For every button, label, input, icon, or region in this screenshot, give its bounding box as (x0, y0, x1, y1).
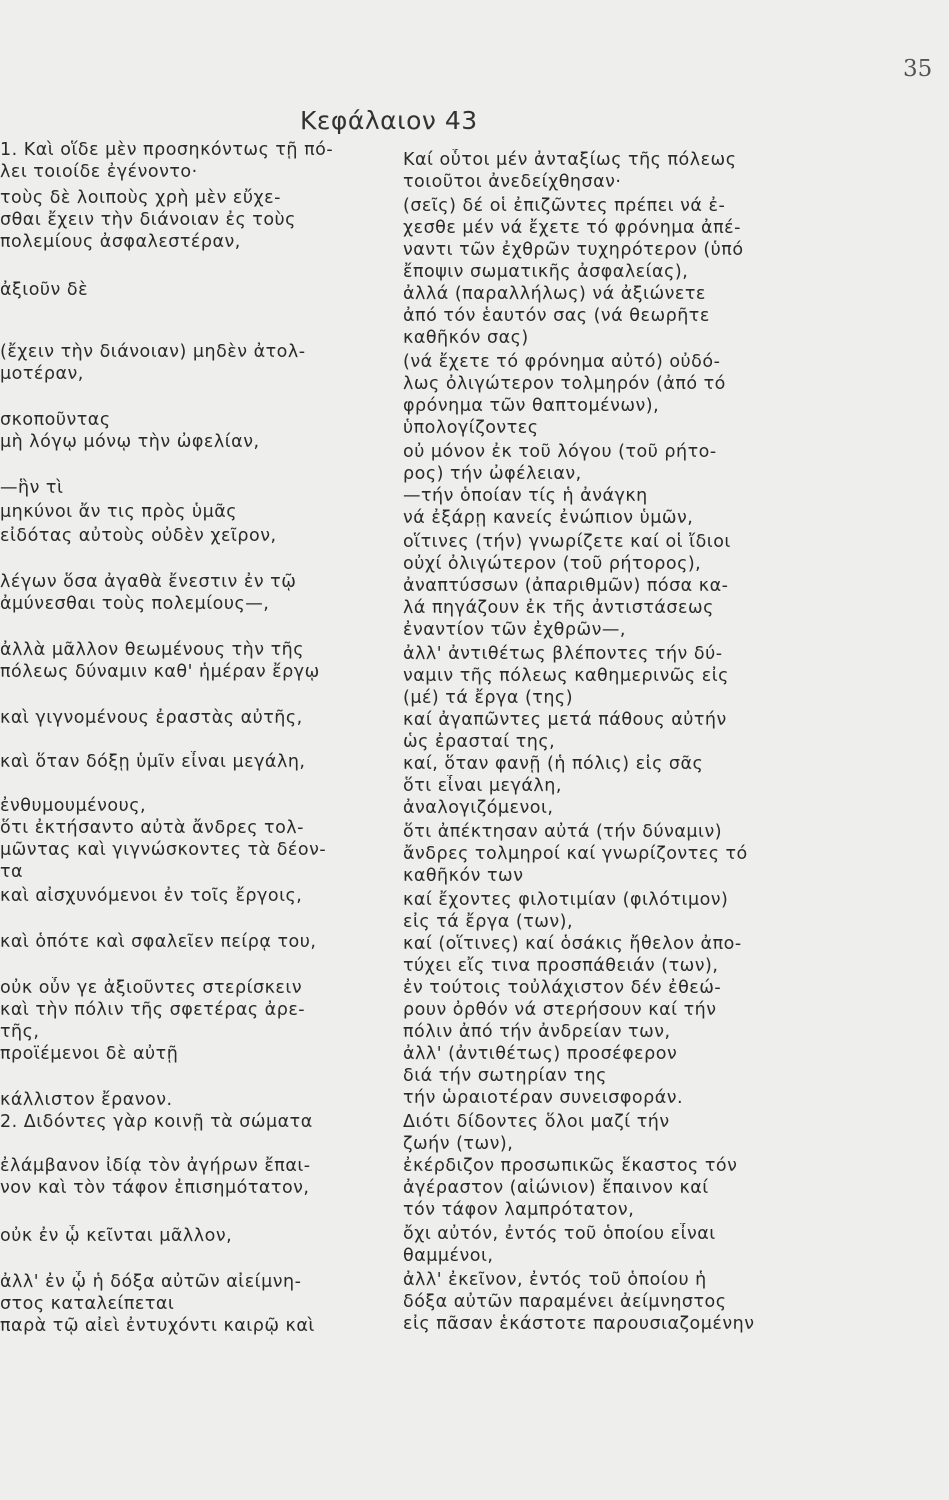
text-line: πόλιν ἀπό τήν ἀνδρείαν των, (403, 1022, 671, 1042)
text-line: ὅτι ἀπέκτησαν αὐτά (τήν δύναμιν) (403, 822, 723, 842)
text-line: ὄχι αὐτόν, ἐντός τοῦ ὁποίου εἶναι (403, 1224, 716, 1244)
text-line: ἐναντίον τῶν ἐχθρῶν—, (403, 620, 626, 640)
text-line: 1. Καὶ οἵδε μὲν προσηκόντως τῇ πό- (0, 140, 334, 160)
text-line: καθῆκόν των (403, 866, 524, 886)
text-line: (σεῖς) δέ οἱ ἐπιζῶντες πρέπει νά ἐ- (403, 196, 726, 216)
text-line: ἔποψιν σωματικῆς ἀσφαλείας), (403, 262, 689, 282)
text-line: ἀξιοῦν δὲ (0, 280, 89, 300)
text-line: ἀλλὰ μᾶλλον θεωμένους τὴν τῆς (0, 640, 304, 660)
text-line: οὐχί ὀλιγώτερον (τοῦ ρήτορος), (403, 554, 702, 574)
text-line: τοὺς δὲ λοιποὺς χρὴ μὲν εὔχε- (0, 188, 281, 208)
text-line: οὐ μόνον ἐκ τοῦ λόγου (τοῦ ρήτο- (403, 442, 717, 462)
text-line: τα (0, 862, 24, 882)
text-line: (νά ἔχετε τό φρόνημα αὐτό) οὐδό- (403, 352, 721, 372)
text-line: —τήν ὁποίαν τίς ἡ ἀνάγκη (403, 486, 648, 506)
text-line: ἀναπτύσσων (ἀπαριθμῶν) πόσα κα- (403, 576, 729, 596)
text-line: οὐκ οὖν γε ἀξιοῦντες στερίσκειν (0, 978, 303, 998)
text-line: καὶ αἰσχυνόμενοι ἐν τοῖς ἔργοις, (0, 886, 303, 906)
text-line: μὴ λόγῳ μόνῳ τὴν ὠφελίαν, (0, 432, 260, 452)
text-line: ὡς ἐρασταί της, (403, 732, 556, 752)
text-line: ρος) τήν ὠφέλειαν, (403, 464, 582, 484)
text-line: ὅτι εἶναι μεγάλη, (403, 776, 562, 796)
text-line: λει τοιοίδε ἐγένοντο· (0, 162, 198, 182)
text-line: ἀγέραστον (αἰώνιον) ἔπαινον καί (403, 1178, 709, 1198)
text-line: εἰς πᾶσαν ἑκάστοτε παρουσιαζομένην (403, 1314, 755, 1334)
page-number: 35 (903, 56, 933, 82)
text-line: παρὰ τῷ αἰεὶ ἐντυχόντι καιρῷ καὶ (0, 1316, 315, 1336)
text-line: καί ἔχοντες φιλοτιμίαν (φιλότιμον) (403, 890, 729, 910)
text-line: ἀλλ' (ἀντιθέτως) προσέφερον (403, 1044, 678, 1064)
text-line: ἀλλ' ἐν ᾧ ἡ δόξα αὐτῶν αἰείμνη- (0, 1272, 302, 1292)
text-line: καὶ ὅταν δόξῃ ὑμῖν εἶναι μεγάλη, (0, 752, 306, 772)
text-line: τοιοῦτοι ἀνεδείχθησαν· (403, 172, 622, 192)
chapter-title: Κεφάλαιον 43 (300, 106, 478, 135)
text-line: διά τήν σωτηρίαν της (403, 1066, 607, 1086)
text-line: χεσθε μέν νά ἔχετε τό φρόνημα ἀπέ- (403, 218, 741, 238)
text-line: ὑπολογίζοντες (403, 418, 539, 438)
text-line: σκοποῦντας (0, 410, 111, 430)
text-line: ρουν ὀρθόν νά στερήσουν καί τήν (403, 1000, 717, 1020)
text-line: τήν ὡραιοτέραν συνεισφοράν. (403, 1088, 684, 1108)
text-line: νον καὶ τὸν τάφον ἐπισημότατον, (0, 1178, 310, 1198)
text-line: (ἔχειν τὴν διάνοιαν) μηδὲν ἀτολ- (0, 342, 306, 362)
text-line: ἀλλ' ἐκεῖνον, ἐντός τοῦ ὁποίου ἡ (403, 1270, 707, 1290)
text-line: νά ἐξάρῃ κανείς ἐνώπιον ὑμῶν, (403, 508, 694, 528)
text-line: —ἣν τὶ (0, 478, 64, 498)
text-line: εἰς τά ἔργα (των), (403, 912, 574, 932)
text-line: ἀναλογιζόμενοι, (403, 798, 554, 818)
text-line: ἀλλ' ἀντιθέτως βλέποντες τήν δύ- (403, 644, 723, 664)
text-line: ἀλλά (παραλλήλως) νά ἀξιώνετε (403, 284, 706, 304)
text-line: καί (οἵτινες) καί ὁσάκις ἤθελον ἀπο- (403, 934, 742, 954)
text-line: ναντι τῶν ἐχθρῶν τυχηρότερον (ὑπό (403, 240, 744, 260)
text-line: καί, ὅταν φανῇ (ἡ πόλις) εἰς σᾶς (403, 754, 704, 774)
text-line: ἐκέρδιζον προσωπικῶς ἕκαστος τόν (403, 1156, 738, 1176)
text-line: τῆς, (0, 1022, 40, 1042)
text-line: εἰδότας αὐτοὺς οὐδὲν χεῖρον, (0, 526, 277, 546)
text-line: ἄνδρες τολμηροί καί γνωρίζοντες τό (403, 844, 748, 864)
text-line: δόξα αὐτῶν παραμένει ἀείμνηστος (403, 1292, 727, 1312)
text-line: μηκύνοι ἄν τις πρὸς ὑμᾶς (0, 502, 238, 522)
text-line: ἀπό τόν ἑαυτόν σας (νά θεωρῆτε (403, 306, 710, 326)
text-line: κάλλιστον ἔρανον. (0, 1090, 173, 1110)
text-line: Καί οὗτοι μέν ἀνταξίως τῆς πόλεως (403, 150, 737, 170)
text-line: λως ὀλιγώτερον τολμηρόν (ἀπό τό (403, 374, 726, 394)
text-line: Διότι δίδοντες ὅλοι μαζί τήν (403, 1112, 670, 1132)
text-line: ἐλάμβανον ἰδίᾳ τὸν ἀγήρων ἔπαι- (0, 1156, 311, 1176)
text-line: 2. Διδόντες γὰρ κοινῇ τὰ σώματα (0, 1112, 313, 1132)
text-line: οὐκ ἐν ᾧ κεῖνται μᾶλλον, (0, 1226, 233, 1246)
text-line: ἐν τούτοις τοὐλάχιστον δέν ἐθεώ- (403, 978, 722, 998)
text-line: λά πηγάζουν ἐκ τῆς ἀντιστάσεως (403, 598, 714, 618)
text-line: μῶντας καὶ γιγνώσκοντες τὰ δέον- (0, 840, 327, 860)
text-line: πολεμίους ἀσφαλεστέραν, (0, 232, 241, 252)
text-line: ἀμύνεσθαι τοὺς πολεμίους—, (0, 594, 270, 614)
text-line: σθαι ἔχειν τὴν διάνοιαν ἐς τοὺς (0, 210, 296, 230)
text-line: καθῆκόν σας) (403, 328, 529, 348)
text-line: ναμιν τῆς πόλεως καθημερινῶς εἰς (403, 666, 729, 686)
text-line: οἵτινες (τήν) γνωρίζετε καί οἱ ἴδιοι (403, 532, 731, 552)
text-line: λέγων ὅσα ἀγαθὰ ἔνεστιν ἐν τῷ (0, 572, 297, 592)
text-line: τόν τάφον λαμπρότατον, (403, 1200, 635, 1220)
text-line: καὶ ὁπότε καὶ σφαλεῖεν πείρᾳ του, (0, 932, 317, 952)
text-line: καί ἀγαπῶντες μετά πάθους αὐτήν (403, 710, 727, 730)
text-line: ὅτι ἐκτήσαντο αὐτὰ ἄνδρες τολ- (0, 818, 304, 838)
text-line: ἐνθυμουμένους, (0, 796, 147, 816)
text-line: καὶ τὴν πόλιν τῆς σφετέρας ἀρε- (0, 1000, 306, 1020)
text-line: μοτέραν, (0, 364, 84, 384)
text-line: πόλεως δύναμιν καθ' ἡμέραν ἔργῳ (0, 662, 320, 682)
text-line: φρόνημα τῶν θαπτομένων), (403, 396, 660, 416)
text-line: στος καταλείπεται (0, 1294, 175, 1314)
text-line: ζωήν (των), (403, 1134, 514, 1154)
text-line: τύχει εἴς τινα προσπάθειάν (των), (403, 956, 719, 976)
text-line: καὶ γιγνομένους ἐραστὰς αὐτῆς, (0, 708, 303, 728)
text-line: (μέ) τά ἔργα (της) (403, 688, 574, 708)
text-line: θαμμένοι, (403, 1246, 494, 1266)
text-line: προϊέμενοι δὲ αὐτῇ (0, 1044, 179, 1064)
